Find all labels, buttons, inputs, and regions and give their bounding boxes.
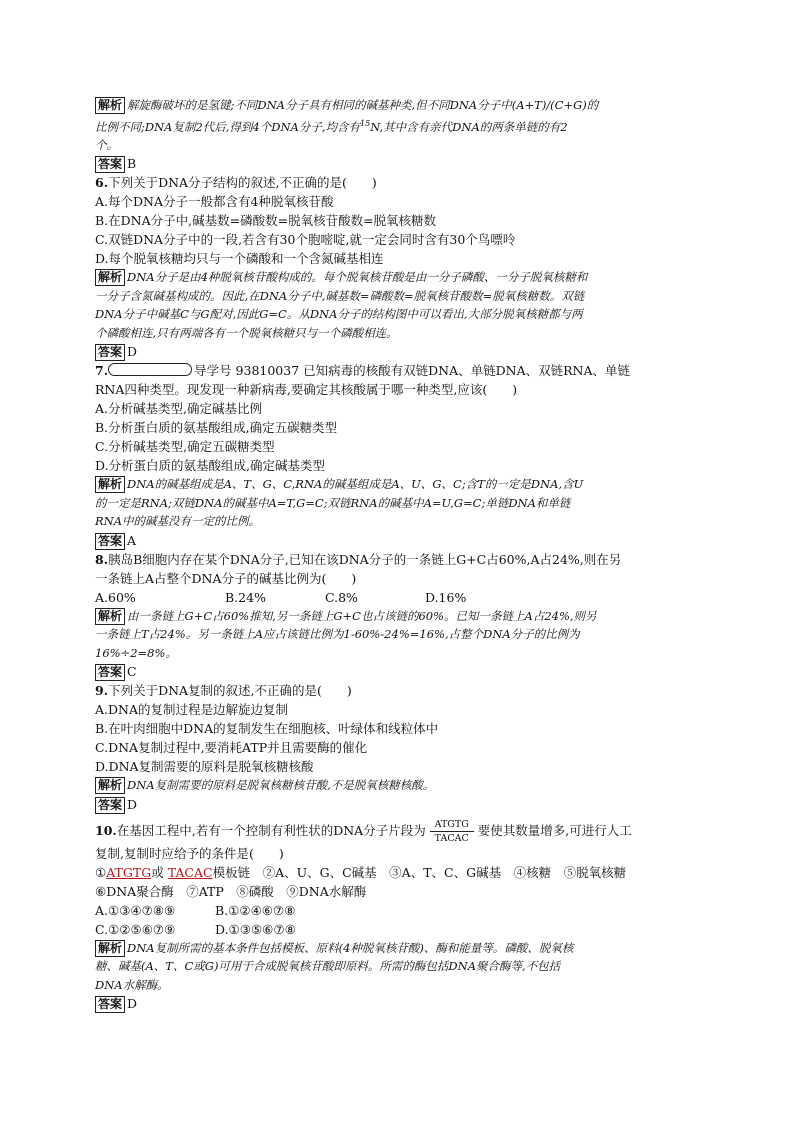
q10-stem-line-2: 复制,复制时应给予的条件是( ) [95, 845, 284, 861]
answer-label: 答案 [95, 156, 125, 173]
q8-analysis-line-2: 一条链上T占24%。另一条链上A应占该链比例为1-60%-24%=16%,占整个DNA分子的比例为 [95, 627, 580, 642]
q10-analysis-line-3: DNA水解酶。 [95, 977, 169, 992]
q7-option-b: B.分析蛋白质的氨基酸组成,确定五碳糖类型 [95, 420, 338, 436]
q5-answer: 答案 B [95, 154, 705, 173]
q6-analysis-line-4: 个磷酸相连,只有两端各有一个脱氧核糖只与一个磷酸相连。 [95, 325, 398, 340]
q10-option-a: A.①③④⑦⑧⑨ [95, 902, 176, 918]
q8-option-b: B.24% [225, 589, 266, 605]
template-strand-a: ATGTG [106, 864, 152, 880]
analysis-label: 解析 [95, 97, 125, 114]
q9-option-d: D.DNA复制需要的原料是脱氧核糖核酸 [95, 759, 314, 775]
q10-analysis-line-1: 解析 DNA复制所需的基本条件包括模板、原料(4种脱氧核苷酸)、酶和能量等。磷酸、脱氧核 [95, 939, 705, 958]
template-strand-b: TACAC [167, 864, 213, 880]
q5-analysis-line-1: 解析 解旋酶破坏的是氢键;不同DNA分子具有相同的碱基种类,但不同DNA分子中(A+T)/(C+G)的 [95, 96, 705, 115]
q6-analysis-line-1: 解析 DNA分子是由4种脱氧核苷酸构成的。每个脱氧核苷酸是由一分子磷酸、一分子脱氧核糖和 [95, 268, 705, 287]
q10-stem-line-1: 10.在基因工程中,若有一个控制有利性状的DNA分子片段为 $\frac{\text{ATGTG}}{\text{TACAC}}$ 要使其数量增多,可进行人工 [95, 818, 632, 844]
q7-stem-line-1: 7. 导学号 93810037 已知病毒的核酸有双链DNA、单链DNA、双链RNA、单链 [95, 363, 630, 379]
q8-analysis-line-1: 解析 由一条链上G+C占60%推知,另一条链上G+C也占该链的60%。已知一条链上A占24%,则另 [95, 607, 705, 626]
q6-option-a: A.每个DNA分子一般都含有4种脱氧核苷酸 [95, 194, 334, 210]
q7-analysis-line-1: 解析 DNA的碱基组成是A、T、G、C,RNA的碱基组成是A、U、G、C;含T的一定是DNA,含U [95, 475, 705, 494]
q8-options [95, 588, 705, 607]
q6-option-b: B.在DNA分子中,碱基数=磷酸数=脱氧核苷酸数=脱氧核糖数 [95, 213, 437, 229]
answer-label: 答案 [95, 533, 125, 550]
dna-fragment-fraction: $\frac{\text{ATGTG}}{\text{TACAC}}$ [430, 819, 474, 844]
q7-analysis-line-3: RNA中的碱基没有一定的比例。 [95, 514, 261, 529]
q5-analysis-line-2: 比例不同;DNA复制2代后,得到4个DNA分子,均含有$^{15}$N,其中含有亲代DNA的两条单链的有2 [95, 118, 568, 134]
q7-option-a: A.分析碱基类型,确定碱基比例 [95, 401, 262, 417]
q9-option-a: A.DNA的复制过程是边解旋边复制 [95, 702, 288, 718]
q8-option-c: C.8% [325, 589, 358, 605]
q10-conditions-line-2: ⑥DNA聚合酶 ⑦ATP ⑧磷酸 ⑨DNA水解酶 [95, 883, 367, 899]
answer-label: 答案 [95, 344, 125, 361]
q9-option-c: C.DNA复制过程中,要消耗ATP并且需要酶的催化 [95, 740, 368, 756]
q6-option-d: D.每个脱氧核糖均只与一个磷酸和一个含氮碱基相连 [95, 251, 384, 267]
q8-answer: 答案 C [95, 662, 705, 681]
q6-analysis-line-3: DNA分子中碱基C与G配对,因此G=C。从DNA分子的结构图中可以看出,大部分脱氧核糖都与两 [95, 307, 583, 322]
q8-option-d: D.16% [425, 589, 467, 605]
q7-answer: 答案 A [95, 531, 705, 550]
q8-stem-line-1: 8.胰岛B细胞内存在某个DNA分子,已知在该DNA分子的一条链上G+C占60%,A占24%,则在另 [95, 551, 622, 567]
q10-answer: 答案 D [95, 994, 705, 1013]
q7-stem-line-2: RNA四种类型。现发现一种新病毒,要确定其核酸属于哪一种类型,应该( ) [95, 382, 518, 398]
q10-options-row-2 [95, 920, 705, 939]
q7-option-c: C.分析碱基类型,确定五碳糖类型 [95, 439, 275, 455]
q7-analysis-line-2: 的一定是RNA;双链DNA的碱基中A=T,G=C;双链RNA的碱基中A=U,G=C;单链DNA和单链 [95, 495, 571, 510]
q7-option-d: D.分析蛋白质的氨基酸组成,确定碱基类型 [95, 458, 326, 474]
q10-option-b: B.①②④⑥⑦⑧ [215, 902, 296, 918]
q10-option-c: C.①②⑤⑥⑦⑨ [95, 921, 176, 937]
q9-option-b: B.在叶肉细胞中DNA的复制发生在细胞核、叶绿体和线粒体中 [95, 721, 439, 737]
q6-option-c: C.双链DNA分子中的一段,若含有30个胞嘧啶,就一定会同时含有30个鸟嘌呤 [95, 232, 516, 248]
q10-analysis-line-2: 糖、碱基(A、T、C或G)可用于合成脱氧核苷酸即原料。所需的酶包括DNA聚合酶等,不包括 [95, 959, 561, 974]
answer-label: 答案 [95, 996, 125, 1013]
answer-label: 答案 [95, 664, 125, 681]
q8-option-a: A.60% [95, 589, 136, 605]
q6-analysis-line-2: 一分子含氮碱基构成的。因此,在DNA分子中,碱基数=磷酸数=脱氧核苷酸数=脱氧核糖数。双链 [95, 288, 585, 303]
q6-stem: 6.下列关于DNA分子结构的叙述,不正确的是( ) [95, 175, 377, 191]
q9-answer: 答案 D [95, 795, 705, 814]
analysis-label: 解析 [95, 608, 125, 625]
worksheet-page [95, 96, 705, 1013]
analysis-label: 解析 [95, 269, 125, 286]
q5-analysis-line-3: 个。 [95, 137, 118, 152]
analysis-label: 解析 [95, 940, 125, 957]
q6-answer: 答案 D [95, 342, 705, 361]
answer-label: 答案 [95, 797, 125, 814]
answer-blank [108, 363, 192, 376]
analysis-label: 解析 [95, 476, 125, 493]
q9-analysis: 解析 DNA复制需要的原料是脱氧核糖核苷酸,不是脱氧核糖核酸。 [95, 776, 705, 795]
analysis-label: 解析 [95, 777, 125, 794]
q10-conditions-line-1: ①ATGTG或 TACAC模板链 ②A、U、G、C碱基 ③A、T、C、G碱基 ④核糖 ⑤脱氧核糖 [95, 864, 627, 880]
q10-options-row-1 [95, 901, 705, 920]
q9-stem: 9.下列关于DNA复制的叙述,不正确的是( ) [95, 683, 352, 699]
q8-analysis-line-3: 16%÷2=8%。 [95, 645, 177, 660]
q8-stem-line-2: 一条链上A占整个DNA分子的碱基比例为( ) [95, 570, 357, 586]
q10-option-d: D.①③⑤⑥⑦⑧ [215, 921, 296, 937]
